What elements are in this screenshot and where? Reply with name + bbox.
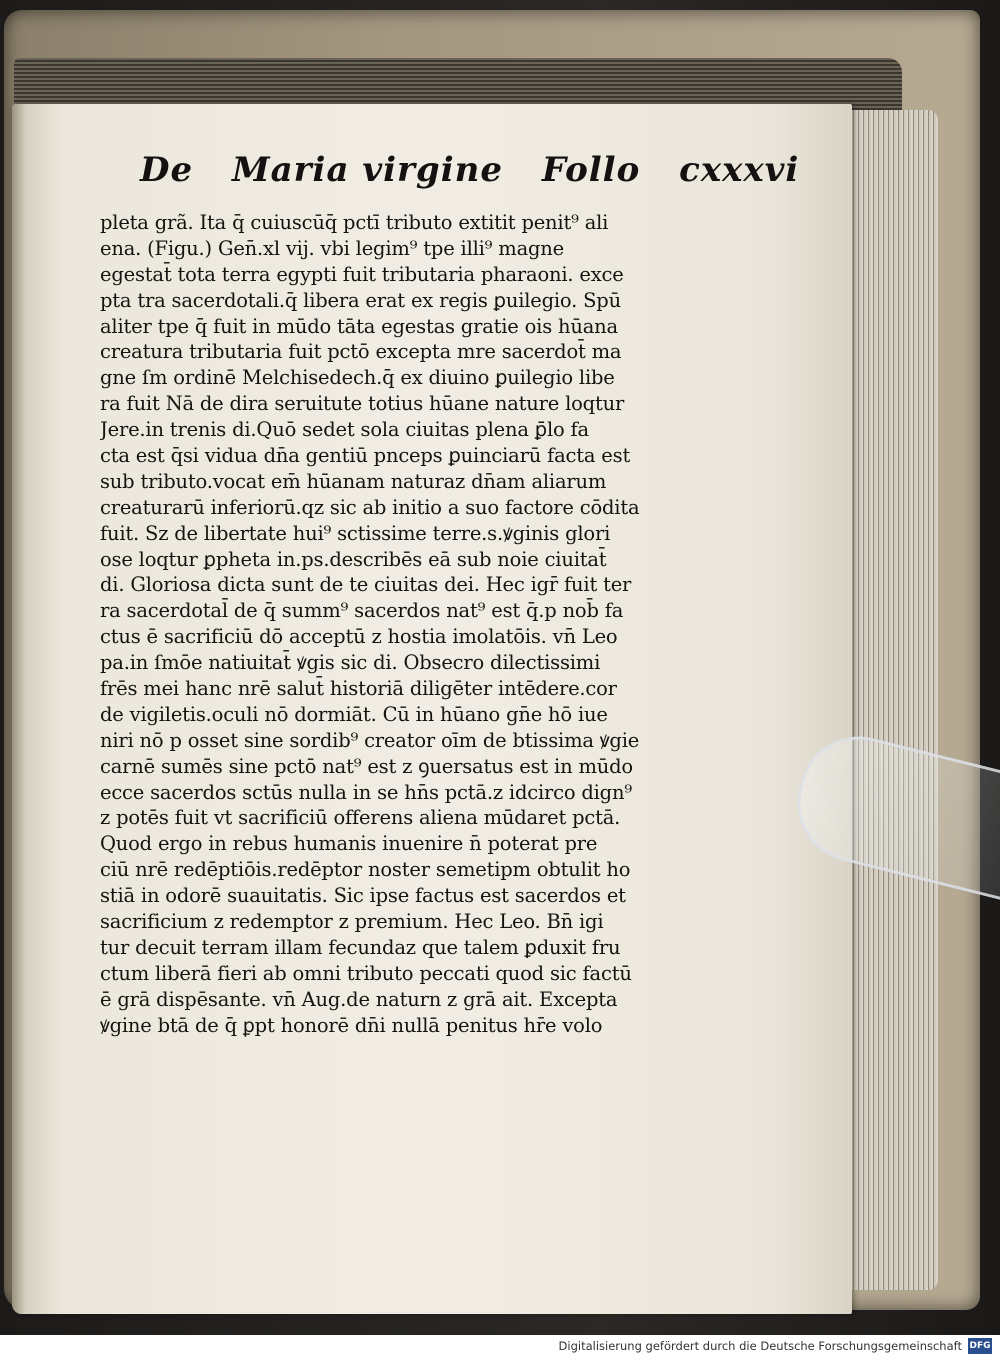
text-line: Jere.in trenis di.Quō sedet sola ciuitas plena ꝑ̄lo fa xyxy=(100,418,589,442)
running-head-folio-number: cxxxvi xyxy=(679,150,800,190)
text-line: aliter tpe q̄ fuit in mūdo tāta egestas gratie ois hūana xyxy=(100,314,618,338)
text-line: pa.in ſmōe natiuitat̄ ꝟgis sic di. Obsecro dilectissimi xyxy=(100,651,601,675)
text-line: pleta grã. Ita q̄ cuiuscūq̄ pctī tributo extitit penit⁹ ali xyxy=(100,211,609,234)
text-line: creaturarū inferiorū.qz sic ab initio a suo factore cōdita xyxy=(100,495,640,519)
text-line: ꝟgine btā de q̄ ꝑpt honorē dn̄i nullā penitus hr̄e volo xyxy=(100,1013,603,1037)
text-line: cta est q̄si vidua dn̄a gentiū pnceps ꝑuinciarū facta est xyxy=(100,444,631,468)
text-line: z potēs fuit vt sacrificiū offerens aliena mūdaret pctā. xyxy=(100,806,621,830)
footer-bar xyxy=(0,1335,1000,1358)
text-line: creatura tributaria fuit pctō excepta mre sacerdot̄ ma xyxy=(100,340,622,364)
text-line: ra sacerdotal̄ de q̄ summ⁹ sacerdos nat⁹ est q̄.p nob̄ fa xyxy=(100,599,624,623)
funding-credit: Digitalisierung gefördert durch die Deutsche Forschungsgemeinschaft xyxy=(558,1339,962,1353)
text-line: di. Gloriosa dicta sunt de te ciuitas dei. Hec igr̄ fuit ter xyxy=(100,573,632,597)
text-line: sub tributo.vocat em̄ hūanam naturaz dn̄am aliarum xyxy=(100,469,607,493)
page-gutter xyxy=(12,104,26,1314)
text-line: ctus ē sacrificiū dō acceptū z hostia imolatōis. vn̄ Leo xyxy=(100,625,618,649)
text-line: pta tra sacerdotali.q̄ libera erat ex regis ꝑuilegio. Spū xyxy=(100,288,621,312)
text-line: sacrificium z redemptor z premium. Hec Leo. Bn̄ igi xyxy=(100,910,604,934)
body-text xyxy=(100,210,730,1039)
running-head-title: Maria virgine xyxy=(231,150,503,190)
text-line: ra fuit Nā de dira seruitute totius hūane nature loqtur xyxy=(100,392,625,416)
text-line: stiā in odorē suauitatis. Sic ipse factus est sacerdos et xyxy=(100,884,626,908)
text-line: fuit. Sz de libertate hui⁹ sctissime terre.s.ꝟginis glori xyxy=(100,521,611,545)
text-line: ē grā dispēsante. vn̄ Aug.de naturn z grā ait. Excepta xyxy=(100,987,618,1011)
running-head xyxy=(140,150,800,206)
text-line: ctum liberā fieri ab omni tributo peccati quod sic factū xyxy=(100,961,632,985)
text-line: egestat̄ tota terra egypti fuit tributaria pharaoni. exce xyxy=(100,262,624,286)
text-line: carnē sumēs sine pctō nat⁹ est z ꝯuersatus est in mūdo xyxy=(100,754,633,778)
text-line: gne ſm ordinē Melchisedech.q̄ ex diuino ꝑuilegio libe xyxy=(100,366,615,390)
text-line: ose loqtur ꝑpheta in.ps.describēs eā sub noie ciuitat̄ xyxy=(100,547,607,571)
running-head-de: De xyxy=(140,150,194,190)
text-line: ciū nrē redēptiōis.redēptor noster semetipm obtulit ho xyxy=(100,858,631,882)
running-head-folio-label: Follo xyxy=(541,150,641,190)
dfg-logo: DFG xyxy=(968,1338,992,1354)
text-line: frēs mei hanc nrē salut̄ historiā diligēter intēdere.cor xyxy=(100,677,617,701)
text-line: ena. (Figu.) Gen̄.xl vij. vbi legim⁹ tpe illi⁹ magne xyxy=(100,236,564,260)
text-line: ecce sacerdos sctūs nulla in se hn̄s pctā.z idcirco dign⁹ xyxy=(100,780,632,804)
text-line: Quod ergo in rebus humanis inuenire n̄ poterat pre xyxy=(100,832,598,856)
text-line: niri nō p osset sine sordib⁹ creator oīm de btissima ꝟgie xyxy=(100,728,640,752)
text-line: tur decuit terram illam fecundaz que talem ꝑduxit fru xyxy=(100,935,621,959)
text-line: de vigiletis.oculi nō dormiāt. Cū in hūano gn̄e hō iue xyxy=(100,702,608,726)
